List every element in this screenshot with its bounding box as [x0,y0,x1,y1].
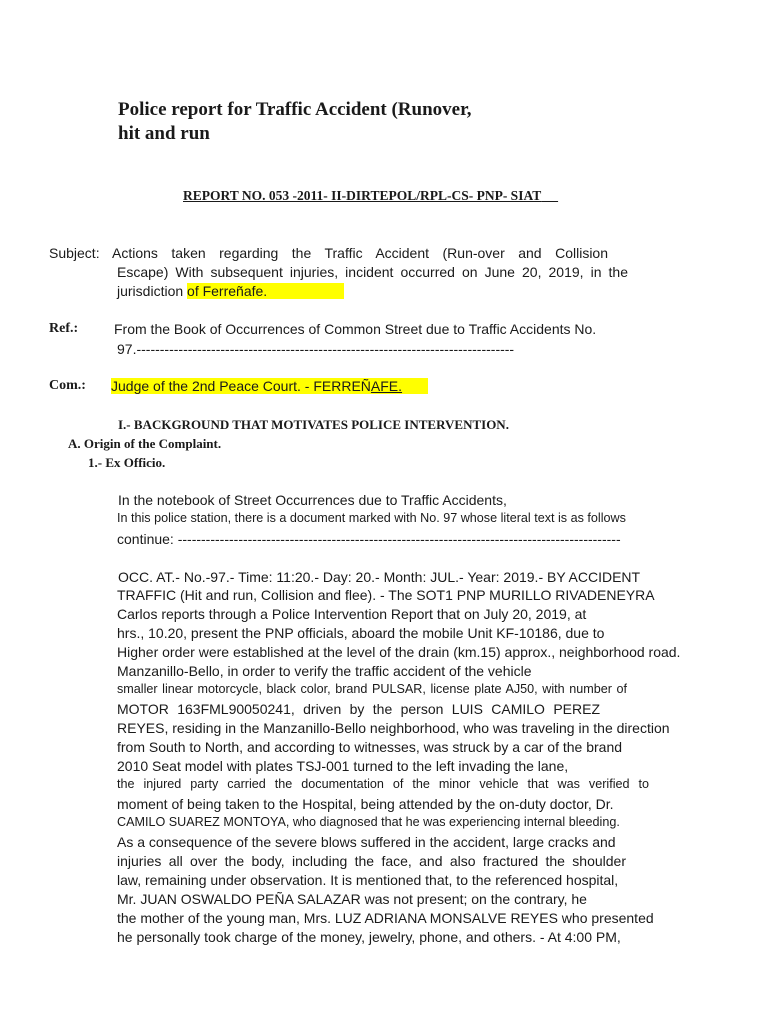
narrative-line: Carlos reports through a Police Intervention Report that on July 20, 2019, at [117,606,587,622]
subsection-1: 1.- Ex Officio. [88,455,166,470]
narrative-line: 2010 Seat model with plates TSJ-001 turned to the left invading the lane, [117,758,569,774]
highlighted-location: of Ferreñafe. [187,283,344,299]
subject-label: Subject: [49,245,100,261]
narrative-line: REYES, residing in the Manzanillo-Bello neighborhood, who was traveling in the direction [117,720,670,736]
narrative-line: the mother of the young man, Mrs. LUZ ADRIANA MONSALVE REYES who presented [117,910,654,926]
document-title-line-2: hit and run [118,123,210,144]
com-label: Com.: [49,378,86,393]
narrative-line: the injured party carried the documentation of the minor vehicle that was verified to [117,777,649,791]
subject-line-2: Escape) With subsequent injuries, incident occurred on June 20, 2019, in the [117,264,628,280]
intro-line-3: continue: ----------------------------------------------------------------------------------------------- [117,531,621,547]
narrative-line: Manzanillo-Bello, in order to verify the traffic accident of the vehicle [117,663,532,679]
ref-label: Ref.: [49,321,79,336]
narrative-line: TRAFFIC (Hit and run, Collision and flee). - The SOT1 PNP MURILLO RIVADENEYRA [117,587,655,603]
report-number: REPORT NO. 053 -2011- II-DIRTEPOL/RPL-CS- PNP- SIAT [183,188,542,203]
narrative-line: CAMILO SUAREZ MONTOYA, who diagnosed that he was experiencing internal bleeding. [117,815,620,829]
narrative-line: OCC. AT.- No.-97.- Time: 11:20.- Day: 20.- Month: JUL.- Year: 2019.- BY ACCIDENT [118,569,641,585]
document-title-line-1: Police report for Traffic Accident (Runover, [118,99,472,120]
narrative-line: law, remaining under observation. It is mentioned that, to the referenced hospital, [117,872,619,888]
narrative-line: smaller linear motorcycle, black color, brand PULSAR, license plate AJ50, with number of [117,682,627,696]
narrative-line: moment of being taken to the Hospital, being attended by the on-duty doctor, Dr. [117,796,614,812]
subject-line-3: jurisdiction of Ferreñafe. [117,283,344,299]
narrative-line: Higher order were established at the level of the drain (km.15) approx., neighborhood road. [117,644,681,660]
narrative-line: from South to North, and according to witnesses, was struck by a car of the brand [117,739,623,755]
narrative-line: Mr. JUAN OSWALDO PEÑA SALAZAR was not present; on the contrary, he [117,891,587,907]
ref-line-2: 97.--------------------------------------------------------------------------------- [117,341,515,357]
subsection-a: A. Origin of the Complaint. [68,436,222,451]
subject-line-1: Actions taken regarding the Traffic Accident (Run-over and Collision [112,245,608,261]
ref-line-1: From the Book of Occurrences of Common Street due to Traffic Accidents No. [114,321,597,337]
com-recipient: Judge of the 2nd Peace Court. - FERREÑAFE. [111,378,428,394]
narrative-line: he personally took charge of the money, jewelry, phone, and others. - At 4:00 PM, [117,929,621,945]
intro-line-2: In this police station, there is a document marked with No. 97 whose literal text is as follows [117,511,626,525]
section-heading: I.- BACKGROUND THAT MOTIVATES POLICE INTERVENTION. [118,417,509,432]
narrative-line: As a consequence of the severe blows suffered in the accident, large cracks and [117,834,616,850]
narrative-line: MOTOR 163FML90050241, driven by the person LUIS CAMILO PEREZ [117,701,600,717]
narrative-line: hrs., 10.20, present the PNP officials, aboard the mobile Unit KF-10186, due to [117,625,605,641]
narrative-line: injuries all over the body, including the face, and also fractured the shoulder [117,853,626,869]
intro-line-1: In the notebook of Street Occurrences due to Traffic Accidents, [118,492,507,508]
